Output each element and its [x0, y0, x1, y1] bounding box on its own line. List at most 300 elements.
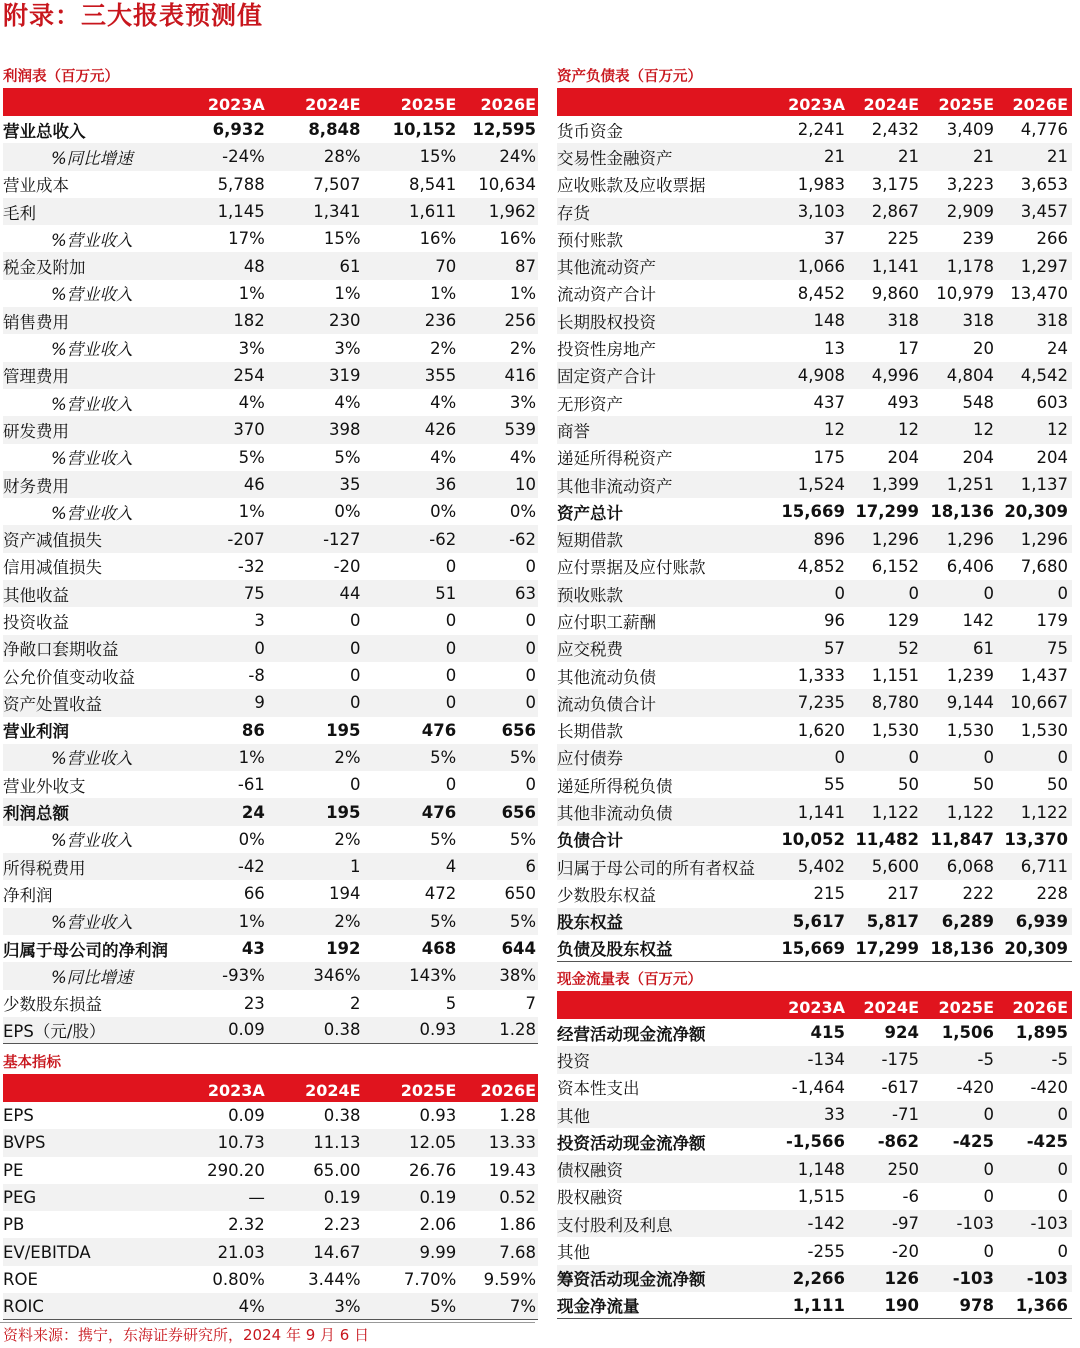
row-label: %营业收入: [51, 285, 133, 305]
row-value: 476: [421, 720, 457, 740]
row-value: 143%: [409, 966, 457, 986]
row-value: 0: [983, 1186, 994, 1206]
table-row: [557, 362, 1072, 389]
row-value: 1%: [238, 747, 265, 767]
row-value: 1,122: [871, 802, 919, 822]
row-value: -32: [237, 556, 265, 576]
row-label: 少数股东损益: [3, 995, 102, 1015]
row-value: 4,852: [797, 556, 845, 576]
row-value: 16%: [419, 229, 457, 249]
row-value: 416: [504, 365, 537, 385]
row-value: 1,515: [797, 1186, 845, 1206]
table-row: [3, 935, 538, 962]
table-row: [3, 962, 538, 989]
row-value: 38%: [499, 966, 537, 986]
row-value: 12.05: [409, 1133, 457, 1153]
row-value: 9.59%: [483, 1269, 537, 1289]
row-value: 18,136: [930, 502, 994, 522]
indicators-header-year: 2026E: [480, 1081, 537, 1100]
row-label: %营业收入: [51, 831, 133, 851]
row-label: 营业外收支: [3, 776, 86, 796]
table-row: [557, 471, 1072, 498]
row-label: ROE: [3, 1269, 38, 1289]
row-value: 70: [435, 256, 457, 276]
row-value: 96: [824, 611, 845, 631]
row-value: -24%: [222, 147, 265, 167]
row-value: 3,223: [946, 174, 994, 194]
row-value: 0: [1057, 747, 1068, 767]
row-label: ROIC: [3, 1296, 44, 1316]
row-value: 10,152: [392, 120, 457, 140]
table-row: [3, 1211, 538, 1238]
table-row: [3, 908, 538, 935]
row-value: 126: [884, 1268, 919, 1288]
table-row: [557, 880, 1072, 907]
balance-header-year: 2023A: [788, 95, 845, 114]
row-value: 318: [887, 311, 919, 331]
table-row: [3, 798, 538, 825]
table-row: [557, 1046, 1072, 1073]
row-value: 319: [329, 365, 361, 385]
row-value: 20,309: [1004, 502, 1068, 522]
row-label: %同比增速: [51, 967, 133, 987]
row-label: 少数股东权益: [557, 885, 656, 905]
table-row: [557, 607, 1072, 634]
table-row: [3, 525, 538, 552]
row-value: 4,804: [946, 365, 994, 385]
row-value: 0: [445, 638, 457, 658]
table-row: [557, 171, 1072, 198]
row-value: 415: [810, 1023, 845, 1043]
row-value: 24%: [499, 147, 537, 167]
row-label: 资产处置收益: [3, 694, 102, 714]
table-row: [3, 580, 538, 607]
row-value: 472: [424, 884, 457, 904]
table-row: [3, 771, 538, 798]
row-value: -103: [1026, 1268, 1068, 1288]
income-statement-title: 利润表（百万元）: [3, 69, 119, 85]
balance-sheet: [557, 67, 1072, 962]
row-value: 10,634: [478, 174, 537, 194]
row-value: 370: [233, 420, 265, 440]
table-row: [557, 853, 1072, 880]
row-label: 应付债券: [557, 749, 623, 769]
row-value: -1,464: [791, 1077, 845, 1097]
table-row: [557, 525, 1072, 552]
row-value: 5: [445, 993, 457, 1013]
row-value: 0: [525, 693, 537, 713]
row-value: -127: [323, 529, 361, 549]
row-label: PE: [3, 1160, 24, 1180]
row-value: 5%: [430, 829, 457, 849]
table-row: [557, 252, 1072, 279]
table-row: [3, 416, 538, 443]
row-value: 215: [813, 884, 845, 904]
row-value: 346%: [313, 966, 361, 986]
row-value: -1,566: [785, 1132, 845, 1152]
row-label: %营业收入: [51, 340, 133, 360]
table-row: [3, 1157, 538, 1184]
row-value: 36: [435, 475, 457, 494]
row-value: 4%: [238, 1296, 265, 1316]
row-value: 1: [350, 857, 361, 877]
row-value: 50: [898, 775, 919, 795]
row-label: EPS: [3, 1106, 34, 1126]
row-value: 21: [973, 147, 994, 167]
row-value: 179: [1036, 611, 1068, 631]
row-value: 21.03: [217, 1242, 265, 1262]
cashflow-header-year: 2024E: [863, 998, 919, 1017]
row-value: 1,297: [1020, 256, 1068, 276]
row-value: 4,776: [1020, 120, 1068, 140]
row-value: 0.19: [419, 1188, 457, 1208]
row-value: 7,507: [313, 174, 361, 194]
row-value: -20: [333, 556, 361, 576]
table-row: [3, 990, 538, 1017]
row-value: -134: [807, 1050, 845, 1070]
row-value: 3,457: [1020, 202, 1068, 222]
row-label: 现金净流量: [557, 1297, 640, 1317]
balance-header-year: 2025E: [938, 95, 994, 114]
cashflow-header-year: 2025E: [938, 998, 994, 1017]
row-value: 0: [445, 775, 457, 795]
row-value: 2,432: [871, 120, 919, 140]
balance-header-year: 2026E: [1012, 95, 1068, 114]
row-value: 1,066: [797, 256, 845, 276]
row-label: 交易性金融资产: [557, 148, 673, 168]
row-value: 924: [884, 1023, 919, 1043]
row-value: -103: [952, 1268, 994, 1288]
row-value: 13,370: [1004, 829, 1068, 849]
row-value: 6,939: [1015, 911, 1068, 931]
indicators-header-year: 2023A: [207, 1081, 265, 1100]
table-row: [3, 635, 538, 662]
row-value: 222: [962, 884, 994, 904]
row-value: -97: [892, 1214, 919, 1234]
row-value: 129: [887, 611, 919, 631]
row-value: 21: [898, 147, 919, 167]
table-row: [3, 252, 538, 279]
row-value: -103: [1030, 1214, 1068, 1234]
row-value: 12,595: [472, 120, 537, 140]
row-label: 归属于母公司的所有者权益: [557, 858, 755, 878]
row-value: 1%: [334, 283, 361, 303]
row-value: -62: [509, 529, 537, 549]
row-label: %营业收入: [51, 503, 133, 523]
row-value: —: [248, 1188, 265, 1208]
table-row: [3, 225, 538, 252]
table-row: [3, 471, 538, 498]
row-label: 短期借款: [557, 531, 623, 551]
row-value: 0: [1057, 584, 1068, 604]
row-value: 1,137: [1020, 475, 1068, 494]
row-value: 4%: [430, 447, 457, 467]
table-row: [557, 1292, 1072, 1319]
row-value: 87: [515, 256, 537, 276]
row-value: 19.43: [488, 1160, 537, 1180]
row-label: 资产减值损失: [3, 531, 102, 551]
table-row: [3, 853, 538, 880]
row-value: 0.80%: [212, 1269, 265, 1289]
row-value: 0.52: [499, 1188, 537, 1208]
row-value: 6,406: [946, 556, 994, 576]
row-value: 28%: [323, 147, 361, 167]
row-label: 长期股权投资: [557, 312, 656, 332]
table-row: [3, 362, 538, 389]
row-value: 1,122: [1020, 802, 1068, 822]
row-value: 1%: [509, 283, 537, 303]
row-value: 0%: [509, 502, 537, 522]
row-value: 468: [421, 939, 457, 959]
table-row: [3, 444, 538, 471]
row-label: 筹资活动现金流净额: [557, 1270, 706, 1290]
row-value: 2%: [509, 338, 537, 358]
table-row: [557, 1101, 1072, 1128]
row-value: 4,996: [871, 365, 919, 385]
row-value: 65.00: [313, 1160, 361, 1180]
row-value: 1.86: [499, 1215, 537, 1235]
table-row: [557, 1265, 1072, 1292]
row-value: 10: [515, 475, 537, 494]
row-label: 长期借款: [557, 722, 623, 742]
basic-indicators: [3, 1053, 538, 1320]
row-value: 493: [887, 393, 919, 413]
basic-indicators-title: 基本指标: [3, 1055, 61, 1071]
row-label: 债权融资: [557, 1161, 623, 1181]
income-rows: [3, 116, 538, 1044]
row-value: 1,148: [797, 1159, 845, 1179]
row-value: 195: [326, 802, 361, 822]
row-value: 0: [350, 611, 361, 631]
row-value: 1%: [238, 911, 265, 931]
row-label: 税金及附加: [3, 258, 86, 278]
row-value: 290.20: [207, 1160, 265, 1180]
row-value: 7,680: [1020, 556, 1068, 576]
row-value: 1,530: [1020, 720, 1068, 740]
row-value: 1,962: [488, 202, 537, 222]
row-label: 利润总额: [3, 804, 69, 824]
table-row: [3, 280, 538, 307]
row-value: -142: [807, 1214, 845, 1234]
row-label: PB: [3, 1215, 25, 1235]
row-value: 33: [824, 1105, 845, 1125]
row-value: 4%: [430, 393, 457, 413]
row-value: 63: [515, 584, 537, 604]
row-value: 650: [504, 884, 537, 904]
row-value: 0: [350, 638, 361, 658]
row-value: 978: [959, 1295, 994, 1315]
income-header-year: 2026E: [480, 95, 537, 114]
row-value: 182: [233, 311, 265, 331]
row-value: 24: [1047, 338, 1068, 358]
row-label: 应交税费: [557, 640, 623, 660]
row-value: 1,151: [871, 666, 919, 686]
row-value: 1,141: [871, 256, 919, 276]
indicators-header-year: 2025E: [400, 1081, 457, 1100]
row-value: 61: [973, 638, 994, 658]
row-value: 230: [329, 311, 361, 331]
row-label: 投资收益: [3, 612, 69, 632]
row-value: 0: [983, 1159, 994, 1179]
page-title: 附录：三大报表预测值: [3, 1, 264, 30]
row-value: 8,452: [797, 283, 845, 303]
row-value: 0: [1057, 1105, 1068, 1125]
row-value: 1,611: [409, 202, 457, 222]
row-value: 66: [243, 884, 265, 904]
table-row: [557, 689, 1072, 716]
row-value: 0: [525, 556, 537, 576]
row-value: -61: [237, 775, 265, 795]
source-divider: [0, 1322, 535, 1323]
row-value: 0: [1057, 1241, 1068, 1261]
cash-flow-statement: [557, 970, 1072, 1319]
row-value: 6,152: [871, 556, 919, 576]
row-value: 5%: [430, 747, 457, 767]
source-note: 资料来源：携宁，东海证券研究所，2024 年 9 月 6 日: [3, 1326, 370, 1344]
row-value: 52: [898, 638, 919, 658]
row-value: 16%: [499, 229, 537, 249]
row-label: %营业收入: [51, 449, 133, 469]
table-row: [557, 389, 1072, 416]
row-value: 148: [813, 311, 845, 331]
row-value: 1,141: [797, 802, 845, 822]
row-value: 0: [445, 666, 457, 686]
table-row: [557, 416, 1072, 443]
income-header-year: 2023A: [207, 95, 265, 114]
row-label: 递延所得税资产: [557, 449, 673, 469]
table-row: [557, 280, 1072, 307]
row-value: 194: [329, 884, 361, 904]
table-row: [557, 143, 1072, 170]
table-row: [557, 198, 1072, 225]
row-value: 0: [908, 584, 919, 604]
cashflow-rows: [557, 1019, 1072, 1319]
row-value: -8: [248, 666, 265, 686]
table-row: [3, 662, 538, 689]
row-value: 2,867: [871, 202, 919, 222]
row-value: 1%: [430, 283, 457, 303]
table-row: [557, 1210, 1072, 1237]
table-row: [3, 744, 538, 771]
row-label: 负债及股东权益: [557, 940, 673, 960]
row-value: 1,333: [797, 666, 845, 686]
balance-rows: [557, 116, 1072, 962]
row-value: -62: [429, 529, 457, 549]
row-value: 2.23: [323, 1215, 361, 1235]
row-value: 5%: [334, 447, 361, 467]
row-value: 11,482: [855, 829, 919, 849]
table-row: [557, 1074, 1072, 1101]
row-label: 营业利润: [3, 722, 69, 742]
row-value: 7%: [509, 1296, 537, 1316]
row-value: 5,817: [866, 911, 919, 931]
row-value: 1,239: [946, 666, 994, 686]
row-value: -42: [237, 857, 265, 877]
table-row: [557, 225, 1072, 252]
row-value: 57: [824, 638, 845, 658]
row-value: 12: [898, 420, 919, 440]
row-label: 净利润: [3, 885, 53, 905]
row-label: EV/EBITDA: [3, 1242, 91, 1262]
row-value: 4,908: [797, 365, 845, 385]
row-value: 1.28: [499, 1106, 537, 1126]
row-label: 应付票据及应付账款: [557, 558, 706, 578]
row-label: 其他: [557, 1243, 590, 1263]
row-value: 644: [501, 939, 537, 959]
row-label: 股东权益: [557, 913, 623, 933]
row-value: 236: [424, 311, 457, 331]
row-value: 75: [243, 584, 265, 604]
row-value: 228: [1036, 884, 1068, 904]
table-row: [557, 826, 1072, 853]
row-value: 46: [243, 475, 265, 494]
balance-header-row: [557, 88, 1072, 116]
row-value: 12: [824, 420, 845, 440]
row-label: BVPS: [3, 1133, 46, 1153]
row-value: 355: [424, 365, 457, 385]
table-row: [3, 553, 538, 580]
row-label: 应收账款及应收票据: [557, 176, 706, 196]
row-value: 7.68: [499, 1242, 537, 1262]
balance-sheet-title: 资产负债表（百万元）: [557, 69, 702, 85]
row-value: 217: [887, 884, 919, 904]
table-row: [557, 771, 1072, 798]
table-row: [3, 498, 538, 525]
table-row: [3, 1102, 538, 1129]
row-value: 18,136: [930, 938, 994, 958]
row-value: 239: [962, 229, 994, 249]
row-label: 货币资金: [557, 121, 623, 141]
row-value: 51: [435, 584, 457, 604]
row-value: 0: [525, 611, 537, 631]
row-value: 55: [824, 775, 845, 795]
table-row: [557, 580, 1072, 607]
row-value: 0: [983, 1241, 994, 1261]
row-value: 266: [1036, 229, 1068, 249]
row-label: 投资性房地产: [557, 340, 656, 360]
row-value: 21: [824, 147, 845, 167]
row-value: 10.73: [217, 1133, 265, 1153]
table-row: [557, 744, 1072, 771]
row-value: 20,309: [1004, 938, 1068, 958]
row-value: -6: [902, 1186, 919, 1206]
row-value: 0: [983, 584, 994, 604]
row-value: -255: [807, 1241, 845, 1261]
row-value: 4%: [238, 393, 265, 413]
table-row: [3, 689, 538, 716]
table-row: [3, 1017, 538, 1044]
row-value: 3,103: [797, 202, 845, 222]
row-label: 无形资产: [557, 394, 623, 414]
row-value: 1,296: [1020, 529, 1068, 549]
row-value: 256: [504, 311, 537, 331]
cashflow-header-year: 2023A: [788, 998, 845, 1017]
row-value: -862: [877, 1132, 919, 1152]
income-header-year: 2024E: [305, 95, 361, 114]
row-value: 0.09: [228, 1106, 265, 1126]
row-value: 250: [887, 1159, 919, 1179]
row-value: -207: [227, 529, 265, 549]
row-value: 0%: [238, 829, 265, 849]
row-value: 5%: [509, 829, 537, 849]
table-row: [3, 334, 538, 361]
row-value: 2%: [430, 338, 457, 358]
row-value: 11,847: [930, 829, 994, 849]
row-value: 0%: [430, 502, 457, 522]
row-value: 1,111: [792, 1295, 845, 1315]
cashflow-header-year: 2026E: [1012, 998, 1068, 1017]
row-value: 13: [824, 338, 845, 358]
